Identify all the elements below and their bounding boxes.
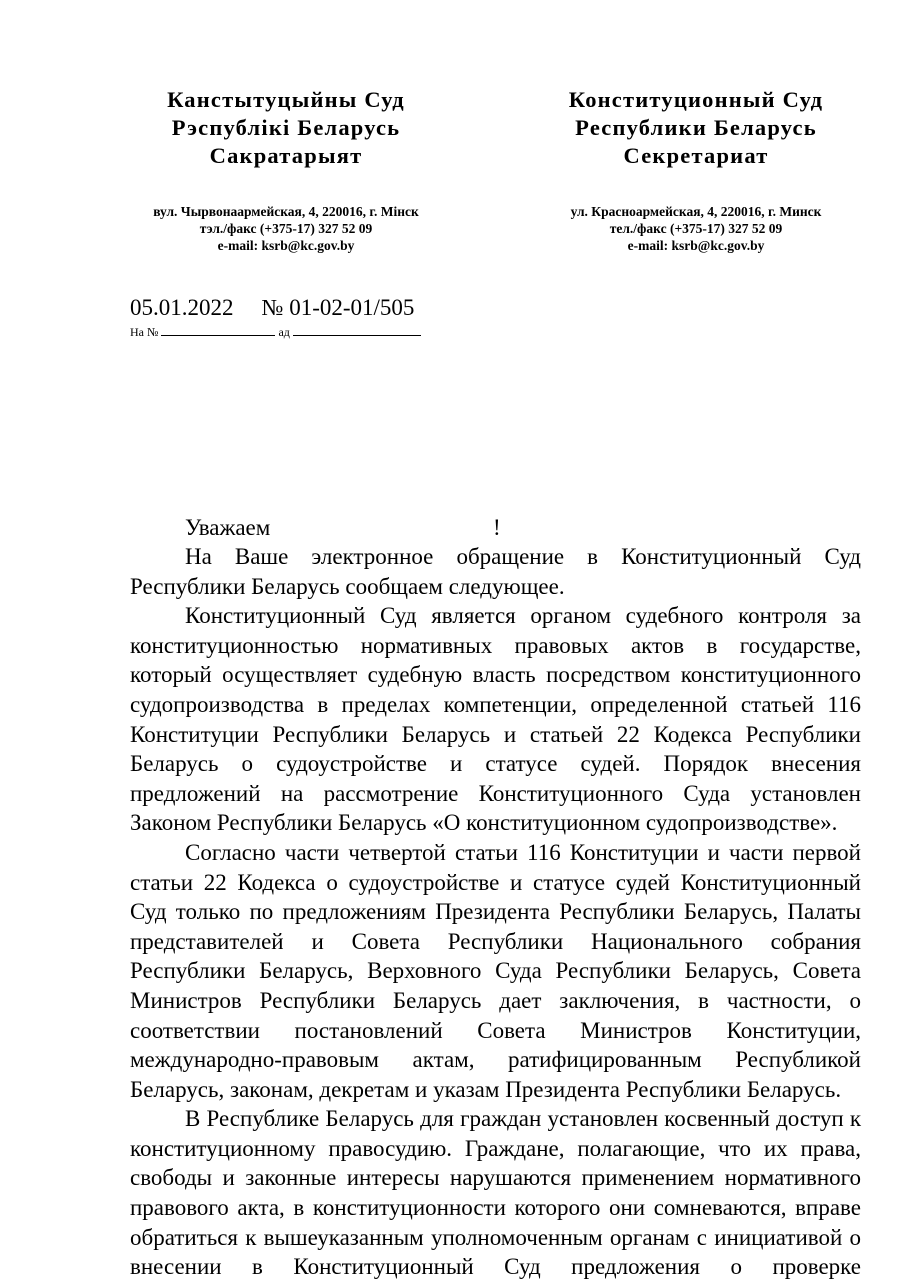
email: e-mail: ksrb@kc.gov.by xyxy=(217,238,355,253)
incoming-date-label: ад xyxy=(278,325,290,339)
paragraph: В Республике Беларусь для граждан установлен косвенный доступ к конституционному правосудию. Граждане, полагающие, что их права, свободы и законные интересы нарушаются применением нормативного правового акта, в конституционности которого они сомневаются, вправе обратиться к вышеуказанным уполномоченным органам с инициативой о внесении в Конституционный Суд предложения о проверке xyxy=(130,1106,861,1280)
salutation-punct: ! xyxy=(493,515,501,540)
incoming-number-blank xyxy=(161,324,275,336)
phone: тэл./факс (+375-17) 327 52 09 xyxy=(199,221,373,236)
letterhead-belarusian xyxy=(106,86,466,254)
title-line: Секретариат xyxy=(623,143,769,168)
title-line: Рэспублікі Беларусь xyxy=(171,115,401,140)
incoming-reference xyxy=(130,324,421,340)
address: ул. Красноармейская, 4, 220016, г. Минск xyxy=(570,204,822,219)
phone: тел./факс (+375-17) 327 52 09 xyxy=(609,221,783,236)
contacts-ru xyxy=(516,203,876,254)
incoming-number-label: На № xyxy=(130,325,159,339)
letterhead-title-be xyxy=(106,86,466,170)
title-line: Республики Беларусь xyxy=(575,115,817,140)
letter-body xyxy=(130,542,861,1282)
outgoing-reference xyxy=(130,294,414,322)
title-line: Канстытуцыйны Суд xyxy=(167,87,405,112)
salutation-text: Уважаем xyxy=(185,515,271,540)
document-number: № 01-02-01/505 xyxy=(261,295,415,320)
letterhead-title-ru xyxy=(516,86,876,170)
document-date: 05.01.2022 xyxy=(130,295,234,320)
letterhead-russian xyxy=(516,86,876,254)
paragraph: Конституционный Суд является органом судебного контроля за конституционностью нормативных правовых актов в государстве, который осуществляет судебную власть посредством конституционного судопроизводства в пределах компетенции, определенной статьей 116 Конституции Республики Беларусь и статьей 22 Кодекса Республики Беларусь о судоустройстве и статусе судей. Порядок внесения предложений на рассмотрение Конституционного Суда установлен Законом Республики Беларусь «О конституционном судопроизводстве». xyxy=(130,603,861,836)
incoming-date-blank xyxy=(293,324,421,336)
paragraph: Согласно части четвертой статьи 116 Конституции и части первой статьи 22 Кодекса о судоустройстве и статусе судей Конституционный Суд только по предложениям Президента Республики Беларусь, Палаты представителей и Совета Республики Национального собрания Республики Беларусь, Верховного Суда Республики Беларусь, Совета Министров Республики Беларусь дает заключения, в частности, о соответствии постановлений Совета Министров Конституции, международно-правовым актам, ратифицированным Республикой Беларусь, законам, декретам и указам Президента Республики Беларусь. xyxy=(130,839,861,1102)
salutation xyxy=(185,514,501,542)
address: вул. Чырвонаармейская, 4, 220016, г. Мінск xyxy=(153,204,419,219)
contacts-be xyxy=(106,203,466,254)
title-line: Конституционный Суд xyxy=(568,87,824,112)
paragraph: На Ваше электронное обращение в Конституционный Суд Республики Беларусь сообщаем следующее. xyxy=(130,544,861,599)
title-line: Сакратарыят xyxy=(209,143,363,168)
email: e-mail: ksrb@kc.gov.by xyxy=(627,238,765,253)
